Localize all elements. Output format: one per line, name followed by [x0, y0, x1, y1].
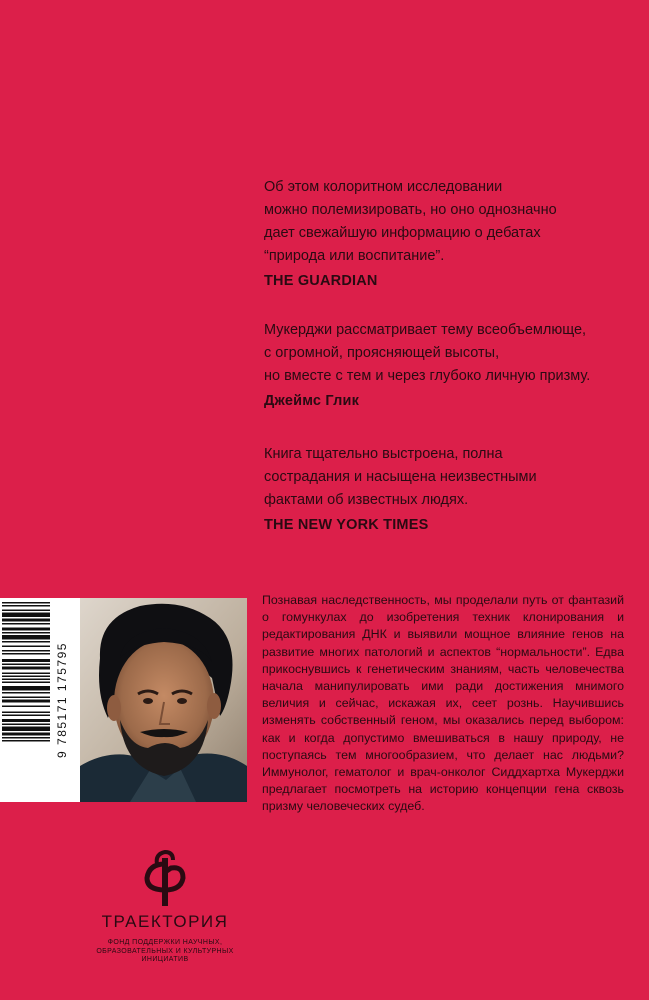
- quote-text: Мукерджи рассматривает тему всеобъемлюще, с огромной, проясняющей высоты, но вместе с тем и через глубоко личную призму.: [264, 322, 591, 384]
- review-quote-guardian: [264, 176, 624, 293]
- trajectory-phi-logo-icon: [135, 850, 195, 908]
- publisher-tagline: ФОНД ПОДДЕРЖКИ НАУЧНЫХ, ОБРАЗОВАТЕЛЬНЫХ И КУЛЬТУРНЫХ ИНИЦИАТИВ: [96, 939, 234, 963]
- author-portrait-image: [80, 598, 247, 802]
- quote-text: Книга тщательно выстроена, полна сострадания и насыщена неизвестными фактами об известных людях.: [264, 446, 537, 508]
- publisher-name: ТРАЕКТОРИЯ: [101, 912, 229, 931]
- quote-text: Об этом колоритном исследовании можно полемизировать, но оно однозначно дает свежайшую информацию о дебатах “природа или воспитание”.: [264, 179, 557, 264]
- quote-source: Джеймс Глик: [264, 393, 360, 409]
- author-photo: [80, 598, 247, 802]
- isbn-number: 9 785171 175795: [55, 642, 69, 758]
- review-quote-nyt: [264, 443, 624, 537]
- review-quote-gleick: [264, 319, 624, 413]
- quote-source: THE NEW YORK TIMES: [264, 517, 429, 533]
- publisher-logo: [80, 850, 250, 980]
- book-annotation: Познавая наследственность, мы проделали путь от фантазий о гомункулах до изобретения техник клонирования и редактирования ДНК и выявили мощное влияние генов на развитие многих патологий и аспектов “нормальности”. Едва прикоснувшись к генетическим знаниям, часть человечества начала манипулировать ими ради достижения мнимого величия и сейчас, искажая их, сеет рознь. Научившись изменять собственный геном, мы оказались перед выбором: как и когда допустимо вмешиваться в нашу природу, не поступаясь тем многообразием, что делает нас людьми? Иммунолог, гематолог и врач-онколог Сиддхартха Мукерджи предлагает посмотреть на историю концепции гена сквозь призму человеческих судеб.: [262, 593, 624, 814]
- isbn-barcode: [0, 598, 80, 802]
- quote-source: THE GUARDIAN: [264, 273, 378, 289]
